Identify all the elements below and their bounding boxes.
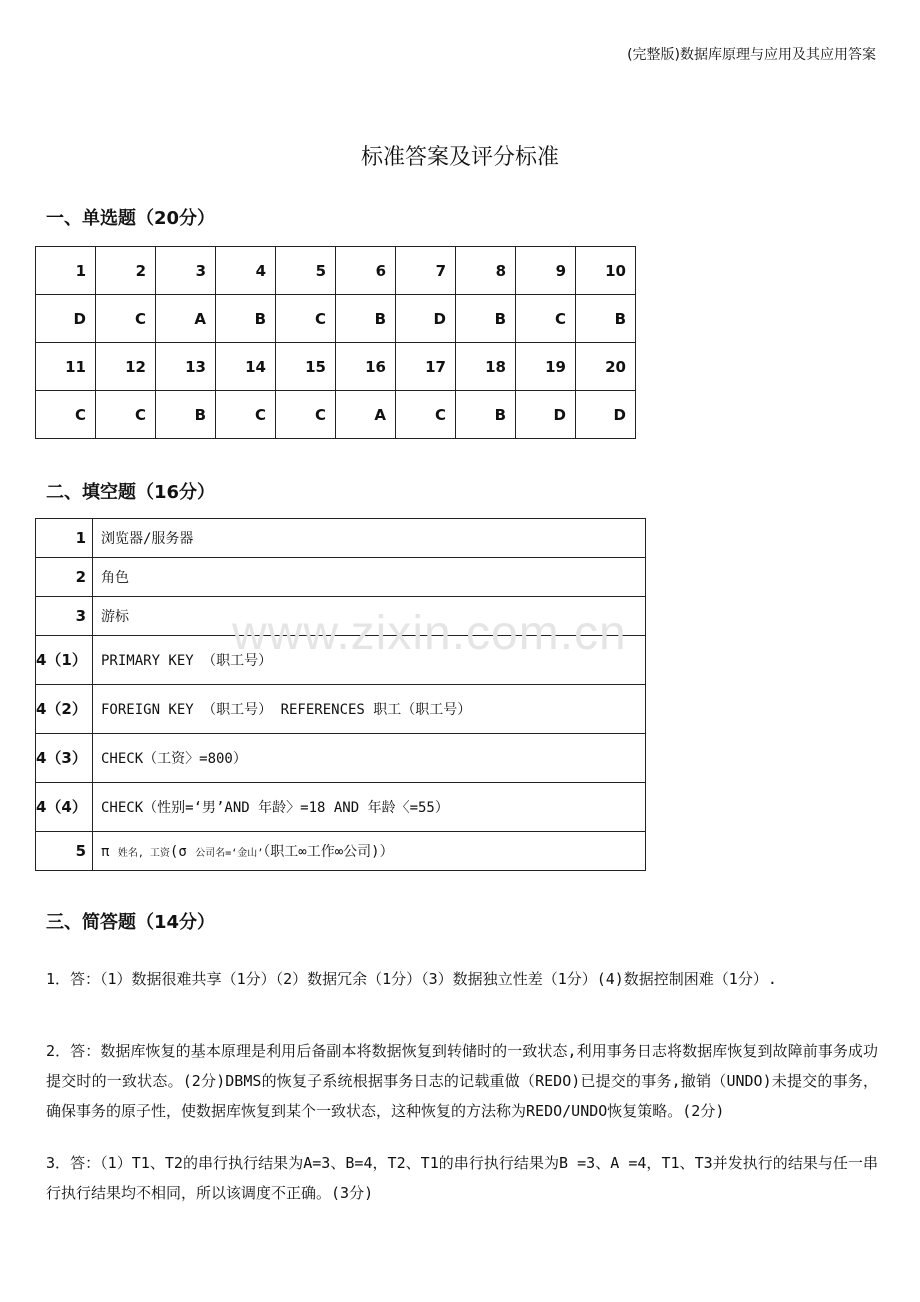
table-row	[36, 295, 636, 343]
section-heading-single-choice: 一、单选题（20分）	[46, 208, 216, 229]
answer-cell: C	[276, 295, 336, 343]
single-choice-answer-table	[35, 246, 636, 439]
answer-cell: B	[456, 295, 516, 343]
question-number-cell: 14	[216, 343, 276, 391]
item-number-cell: 4（2）	[36, 685, 93, 734]
item-number-cell: 4（3）	[36, 734, 93, 783]
item-answer-cell: CHECK（工资〉=800）	[93, 734, 646, 783]
answer-cell: C	[276, 391, 336, 439]
question-number-cell: 11	[36, 343, 96, 391]
item-number-cell: 4（1）	[36, 636, 93, 685]
item-number-cell: 4（4）	[36, 783, 93, 832]
table-row	[36, 685, 646, 734]
answer-cell: B	[216, 295, 276, 343]
question-number-cell: 4	[216, 247, 276, 295]
watermark: www.zixin.com.cn	[232, 607, 627, 660]
fill-in-answer-table	[35, 518, 646, 871]
item-number-cell: 3	[36, 597, 93, 636]
answer-cell: A	[336, 391, 396, 439]
answer-paragraph-1: 1．答：（1）数据很难共享（1分）（2）数据冗余（1分）（3）数据独立性差（1分）(4)数据控制困难（1分）.	[46, 970, 777, 988]
question-number-cell: 6	[336, 247, 396, 295]
answer-cell: C	[396, 391, 456, 439]
section-heading-fill-in: 二、填空题（16分）	[46, 482, 216, 503]
answer-cell: C	[516, 295, 576, 343]
table-row	[36, 391, 636, 439]
item-number-cell: 1	[36, 519, 93, 558]
item-answer-cell: PRIMARY KEY （职工号）	[93, 636, 646, 685]
selection-condition: 公司名=‘金山’	[195, 848, 264, 859]
question-number-cell: 5	[276, 247, 336, 295]
table-row	[36, 343, 636, 391]
question-number-cell: 19	[516, 343, 576, 391]
item-answer-cell: 角色	[93, 558, 646, 597]
document-header: (完整版)数据库原理与应用及其应用答案	[627, 47, 876, 63]
answer-cell: D	[516, 391, 576, 439]
answer-cell: B	[336, 295, 396, 343]
item-answer-cell: FOREIGN KEY （职工号） REFERENCES 职工（职工号）	[93, 685, 646, 734]
answer-cell: A	[156, 295, 216, 343]
question-number-cell: 7	[396, 247, 456, 295]
question-number-cell: 10	[576, 247, 636, 295]
answer-cell: C	[36, 391, 96, 439]
answer-cell: B	[456, 391, 516, 439]
section-heading-short-answer: 三、简答题（14分）	[46, 912, 216, 933]
relational-algebra-answer	[93, 832, 646, 871]
table-row	[36, 832, 646, 871]
answer-cell: B	[156, 391, 216, 439]
question-number-cell: 15	[276, 343, 336, 391]
sigma-symbol: (σ	[169, 844, 187, 860]
table-row	[36, 247, 636, 295]
question-number-cell: 2	[96, 247, 156, 295]
table-row	[36, 519, 646, 558]
question-number-cell: 16	[336, 343, 396, 391]
answer-cell: C	[216, 391, 276, 439]
projection-attributes: 姓名, 工资	[117, 848, 170, 859]
question-number-cell: 1	[36, 247, 96, 295]
question-number-cell: 17	[396, 343, 456, 391]
question-number-cell: 13	[156, 343, 216, 391]
join-expression: （职工∞工作∞公司)）	[263, 844, 394, 860]
answer-cell: D	[576, 391, 636, 439]
answer-paragraph-3: 3．答：（1）T1、T2的串行执行结果为A=3、B=4，T2、T1的串行执行结果为B =3、A =4，T1、T3并发执行的结果与任一串行执行结果均不相同，所以该调度不正确。(3分)	[46, 1154, 878, 1202]
table-row	[36, 558, 646, 597]
table-row	[36, 783, 646, 832]
item-number-cell: 2	[36, 558, 93, 597]
question-number-cell: 20	[576, 343, 636, 391]
item-answer-cell: 浏览器/服务器	[93, 519, 646, 558]
item-answer-cell: CHECK（性别=‘男’AND 年龄〉=18 AND 年龄〈=55）	[93, 783, 646, 832]
answer-cell: D	[396, 295, 456, 343]
question-number-cell: 8	[456, 247, 516, 295]
pi-symbol: π	[101, 844, 110, 860]
table-row	[36, 734, 646, 783]
question-number-cell: 3	[156, 247, 216, 295]
answer-cell: C	[96, 391, 156, 439]
item-number-cell: 5	[36, 832, 93, 871]
answer-cell: B	[576, 295, 636, 343]
answer-cell: C	[96, 295, 156, 343]
question-number-cell: 12	[96, 343, 156, 391]
page-title: 标准答案及评分标准	[360, 145, 559, 170]
question-number-cell: 18	[456, 343, 516, 391]
question-number-cell: 9	[516, 247, 576, 295]
answer-paragraph-2: 2．答：数据库恢复的基本原理是利用后备副本将数据恢复到转储时的一致状态,利用事务日志将数据库恢复到故障前事务成功提交时的一致状态。(2分)DBMS的恢复子系统根据事务日志的记载重做（REDO)已提交的事务,撤销（UNDO)未提交的事务，确保事务的原子性，使数据库恢复到某个一致状态，这种恢复的方法称为REDO/UNDO恢复策略。(2分)	[46, 1042, 878, 1120]
item-answer-cell: 游标	[93, 597, 646, 636]
answer-cell: D	[36, 295, 96, 343]
